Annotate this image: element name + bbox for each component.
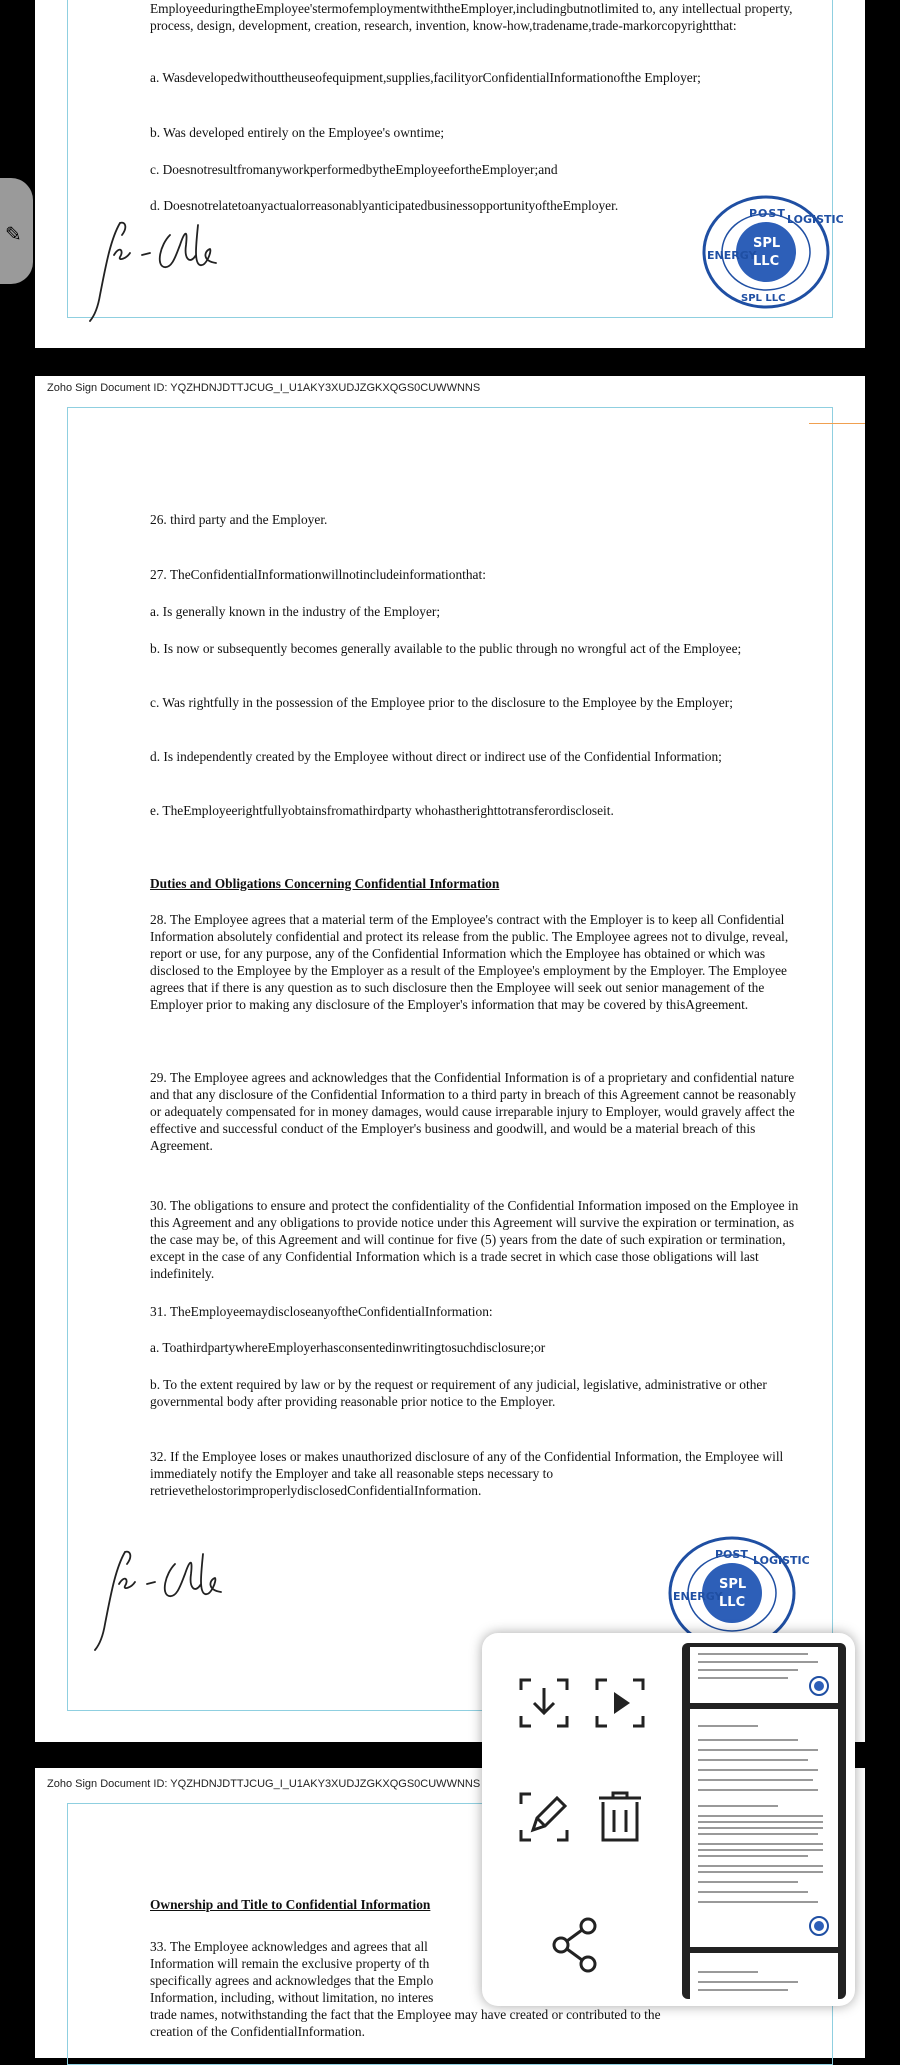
clause-27e: e. TheEmployeerightfullyobtainsfromathirdparty whohastherighttotransferordiscloseit. — [150, 803, 614, 818]
clause-33-line: trade names, notwithstanding the fact that the Employee may have created or contributed to the — [150, 2007, 661, 2022]
clause-27: 27. TheConfidentialInformationwillnotincludeinformationthat: — [150, 567, 486, 582]
page-thumbnail[interactable] — [690, 1709, 838, 1947]
margin-marker — [809, 423, 865, 424]
page-thumbnail-strip[interactable] — [682, 1643, 846, 1999]
document-page-2 — [35, 376, 865, 1742]
svg-text:POST: POST — [749, 207, 786, 220]
page-thumbnail[interactable] — [690, 1953, 838, 1999]
clause-27c: c. Was rightfully in the possession of the Employee prior to the disclosure to the Employee by the Employer; — [150, 695, 733, 710]
seal-thumbnail-icon — [808, 1675, 830, 1697]
clause-29: 29. The Employee agrees and acknowledges that the Confidential Information is of a proprietary and confidential nature and that any disclosure of the Confidential Information to a third party in breach of this Agreement cannot be reasonably or adequately compensated for in money damages, would cause irreparable injury to Employer, would gravely affect the effective and successful conduct of the Employer's business and goodwill, and would be a material breach of this Agreement. — [150, 1070, 796, 1153]
clause-31: 31. TheEmployeemaydiscloseanyoftheConfidentialInformation: — [150, 1304, 493, 1319]
document-id: Zoho Sign Document ID: YQZHDNJDTTJCUG_I_U1AKY3XUDJZGKXQGS0CUWWNNS — [47, 1778, 481, 1790]
section-heading: Duties and Obligations Concerning Confidential Information — [150, 876, 500, 891]
download-icon[interactable] — [515, 1674, 573, 1732]
clause-27a: a. Is generally known in the industry of the Employer; — [150, 604, 441, 619]
signature-image — [85, 1544, 235, 1654]
pen-icon: ✎ — [5, 222, 22, 246]
clause-33-line: Information will remain the exclusive property of th — [150, 1956, 430, 1971]
svg-text:SPL LLC: SPL LLC — [741, 293, 786, 304]
clause-c: c. DoesnotresultfromanyworkperformedbytheEmployeefortheEmployer;and — [150, 162, 558, 177]
svg-text:LLC: LLC — [719, 1595, 746, 1610]
company-seal-icon — [701, 195, 844, 309]
section-heading: Ownership and Title to Confidential Information — [150, 1897, 431, 1912]
document-page-1 — [35, 0, 865, 348]
clause-30: 30. The obligations to ensure and protect the confidentiality of the Confidential Information imposed on the Employee in this Agreement and any obligations to provide notice under this Agreement will survive the expiration or termination, as the case may be, of this Agreement and will continue for five (5) years from the date of such expiration or termination, except in the case of any Confidential Information which is a trade secret in which case those obligations will last indefinitely. — [150, 1198, 799, 1281]
svg-text:SPL: SPL — [719, 1577, 747, 1592]
svg-text:POST: POST — [715, 1548, 748, 1561]
clause-27d: d. Is independently created by the Employee without direct or indirect use of the Confidential Information; — [150, 749, 722, 764]
signature-image — [80, 215, 230, 325]
clause-32: 32. If the Employee loses or makes unauthorized disclosure of any of the Confidential Information, the Employee will immediately notify the Employer and take all reasonable steps necessary to retrievethelostorimproperlydisclosedConfidentialInformation. — [150, 1449, 784, 1498]
document-id: Zoho Sign Document ID: YQZHDNJDTTJCUG_I_U1AKY3XUDJZGKXQGS0CUWWNNS — [47, 382, 481, 394]
page-thumbnail[interactable] — [690, 1647, 838, 1703]
clause-26: 26. third party and the Employer. — [150, 512, 328, 527]
svg-text:ENERGY: ENERGY — [707, 249, 757, 262]
svg-text:LOGISTIC: LOGISTIC — [787, 213, 844, 226]
clause-31b: b. To the extent required by law or by the request or requirement of any judicial, legislative, administrative or other governmental body after providing reasonable prior notice to the Employer. — [150, 1377, 767, 1409]
floating-action-menu — [482, 1633, 855, 2006]
clause-d: d. DoesnotrelatetoanyactualorreasonablyanticipatedbusinessopportunityoftheEmployer. — [150, 198, 619, 213]
clause-33-line: creation of the ConfidentialInformation. — [150, 2024, 365, 2039]
svg-text:LOGISTIC: LOGISTIC — [753, 1554, 810, 1567]
share-icon[interactable] — [548, 1916, 606, 1974]
clause-a: a. Wasdevelopedwithouttheuseofequipment,supplies,facilityorConfidentialInformationofthe Employer; — [150, 70, 701, 85]
clause-33-line: Information, including, without limitation, no interes — [150, 1990, 434, 2005]
clause-33-line: specifically agrees and acknowledges that the Emplo — [150, 1973, 434, 1988]
edge-panel-handle[interactable] — [0, 178, 33, 284]
seal-thumbnail-icon — [808, 1915, 830, 1937]
clause-31a: a. ToathirdpartywhereEmployerhasconsentedinwritingtosuchdisclosure;or — [150, 1340, 546, 1355]
svg-text:ENERGY: ENERGY — [673, 1590, 723, 1603]
slideshow-icon[interactable] — [591, 1674, 649, 1732]
svg-text:LLC: LLC — [753, 254, 780, 269]
clause-b: b. Was developed entirely on the Employee's owntime; — [150, 125, 445, 140]
clause-28: 28. The Employee agrees that a material term of the Employee's contract with the Employer is to keep all Confidential Information absolutely confidential and protect its release from the public. The Employee agrees not to divulge, reveal, report or use, for any purpose, any of the Confidential Information which the Employee has obtained or which was disclosed to the Employee by the Employer as a result of the Employee's employment by the Employer. The Employee agrees that if there is any question as to such disclosure then the Employee will seek out senior management of the Employer prior to making any disclosure of the Employer's information that may be covered by thisAgreement. — [150, 912, 789, 1012]
clause-33-line: 33. The Employee acknowledges and agrees that all — [150, 1939, 428, 1954]
svg-text:SPL: SPL — [753, 236, 781, 251]
clause-27b: b. Is now or subsequently becomes generally available to the public through no wrongful act of the Employee; — [150, 641, 742, 656]
trash-icon[interactable] — [591, 1788, 649, 1846]
paragraph: EmployeeduringtheEmployee'stermofemploymentwiththeEmployer,includingbutnotlimited to, any intellectual property, process, design, development, creation, research, invention, know-how,tradename,trade-markorcopyrightthat: — [150, 1, 793, 33]
edit-icon[interactable] — [515, 1788, 573, 1846]
